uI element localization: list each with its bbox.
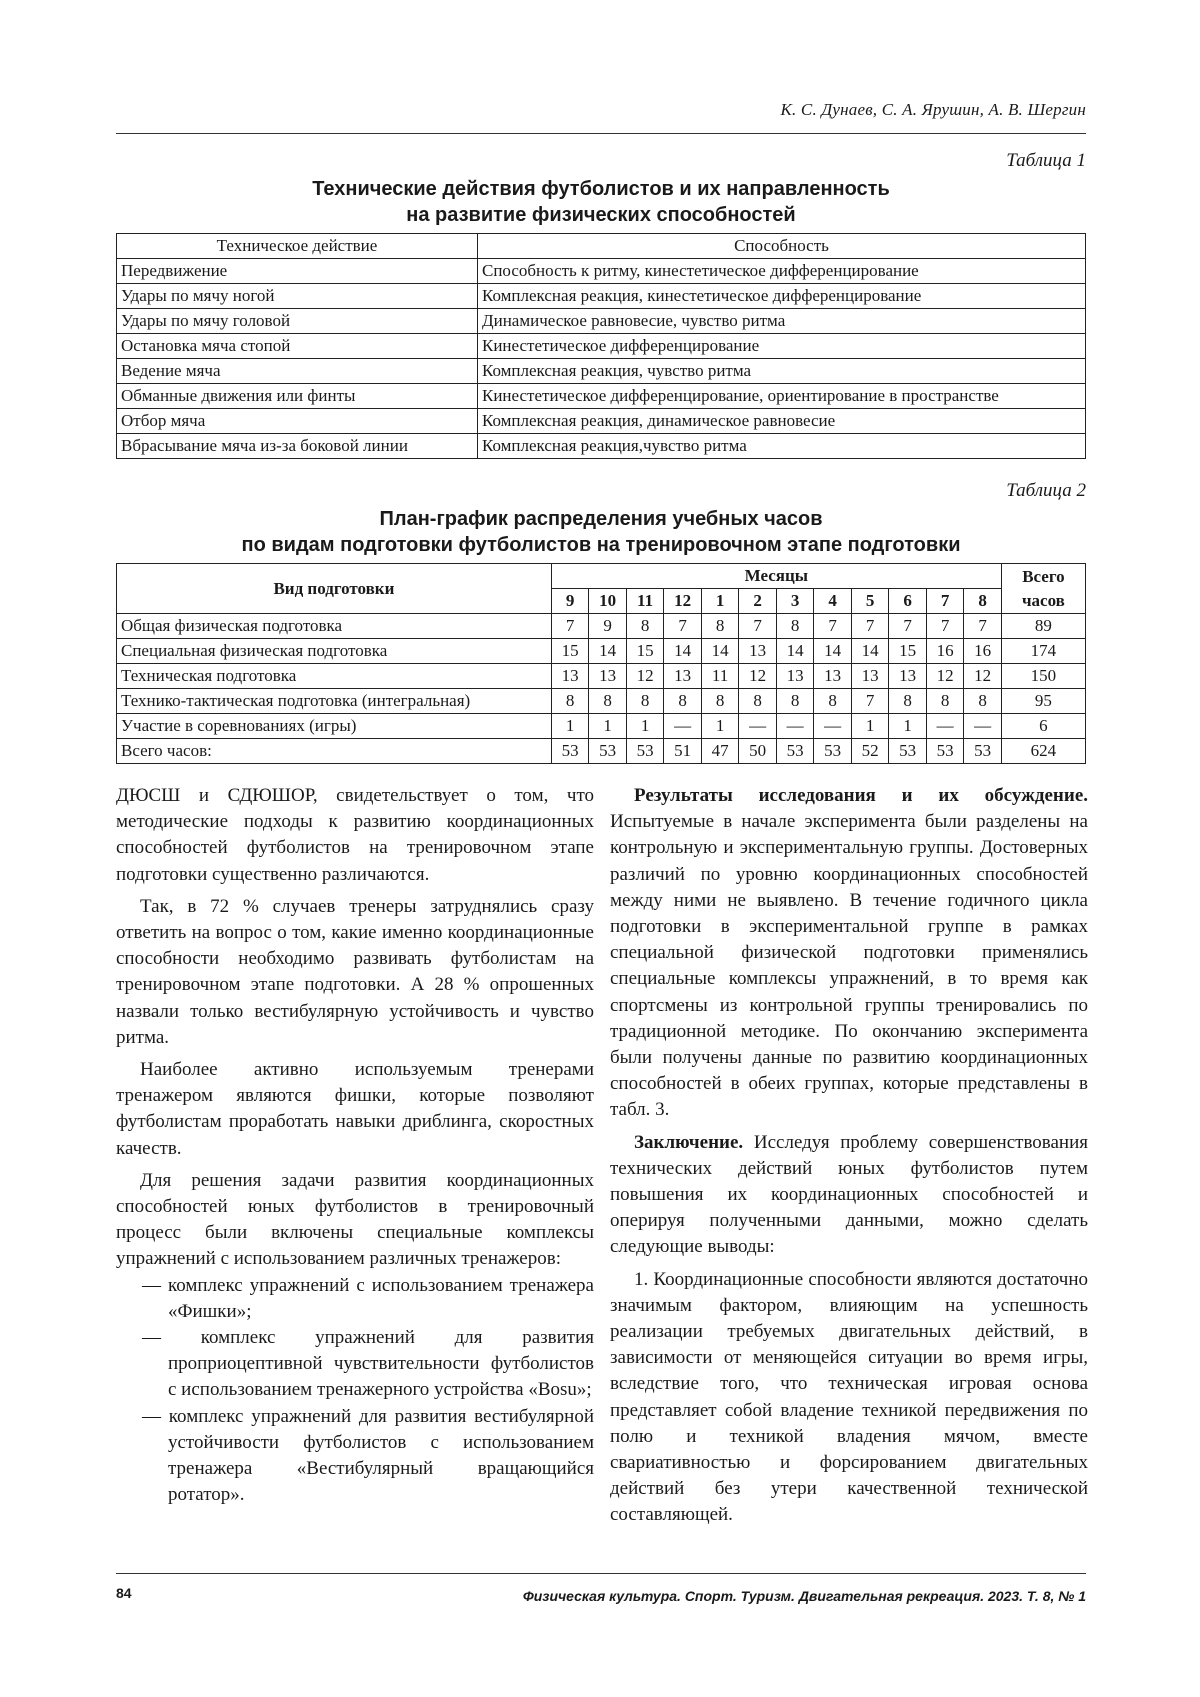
action-cell: Обманные движения или финты <box>117 384 478 409</box>
action-cell: Остановка мяча стопой <box>117 334 478 359</box>
hours-cell: 12 <box>626 664 664 689</box>
table-row <box>117 284 1086 309</box>
training-type-cell: Техническая подготовка <box>117 664 552 689</box>
hours-cell: 15 <box>626 639 664 664</box>
total-cell: 624 <box>1001 739 1085 764</box>
table-row <box>117 689 1086 714</box>
training-type-cell: Всего часов: <box>117 739 552 764</box>
hours-cell: 7 <box>664 614 702 639</box>
hours-cell: 8 <box>589 689 627 714</box>
hours-cell: 1 <box>701 714 739 739</box>
month-header: 1 <box>701 589 739 614</box>
left-column <box>116 783 594 1508</box>
hours-cell: — <box>926 714 964 739</box>
right-column <box>610 783 1088 1529</box>
hours-cell: 13 <box>776 664 814 689</box>
running-head-authors: К. С. Дунаев, С. А. Ярушин, А. В. Шергин <box>780 100 1086 119</box>
action-cell: Ведение мяча <box>117 359 478 384</box>
total-cell: 95 <box>1001 689 1085 714</box>
hours-cell: 51 <box>664 739 702 764</box>
month-header: 4 <box>814 589 852 614</box>
table1-header-row <box>117 234 1086 259</box>
table1-title <box>116 176 1086 228</box>
month-header: 11 <box>626 589 664 614</box>
table1-header-action: Техническое действие <box>117 234 478 259</box>
table2-title <box>116 506 1086 558</box>
left-paragraph-3: Наиболее активно используемым тренерами тренажером являются фишки, которые позволяют футболистам проработать навыки дриблинга, скоростных качеств. <box>116 1059 594 1159</box>
footer-rule <box>116 1573 1086 1574</box>
hours-cell: 13 <box>889 664 927 689</box>
table-row <box>117 384 1086 409</box>
page-number: 84 <box>116 1585 132 1601</box>
journal-title: Физическая культура. Спорт. Туризм. Двигательная рекреация. 2023. Т. 8, № 1 <box>522 1588 1086 1604</box>
hours-cell: 13 <box>589 664 627 689</box>
list-item: — комплекс упражнений для развития вестибулярной устойчивости футболистов с использованием тренажера «Вестибулярный вращающийся ротатор». <box>142 1405 594 1506</box>
hours-cell: 8 <box>964 689 1002 714</box>
hours-cell: 13 <box>551 664 589 689</box>
conclusion-text: Исследуя проблему совершенствования технических действий юных футболистов путем повышения их координационных способностей и оперируя полученными данными, можно сделать следующие выводы: <box>610 1131 1089 1258</box>
month-header: 8 <box>964 589 1002 614</box>
table2-label: Таблица 2 <box>1006 480 1086 501</box>
results-paragraph <box>610 783 1088 1124</box>
hours-cell: — <box>776 714 814 739</box>
total-cell: 150 <box>1001 664 1085 689</box>
hours-cell: 13 <box>851 664 889 689</box>
hours-cell: 7 <box>851 614 889 639</box>
hours-cell: 8 <box>626 614 664 639</box>
hours-cell: 7 <box>964 614 1002 639</box>
hours-cell: 8 <box>776 614 814 639</box>
ability-cell: Кинестетическое дифференцирование <box>478 334 1086 359</box>
month-header: 10 <box>589 589 627 614</box>
table-row <box>117 664 1086 689</box>
conclusion-paragraph <box>610 1130 1088 1261</box>
hours-cell: 52 <box>851 739 889 764</box>
results-heading: Результаты исследования и их обсуждение. <box>634 785 1088 806</box>
header-rule <box>116 133 1086 134</box>
table-row <box>117 309 1086 334</box>
table-row <box>117 739 1086 764</box>
hours-cell: 7 <box>739 614 777 639</box>
hours-cell: 53 <box>589 739 627 764</box>
table2-title-line1: План-график распределения учебных часов <box>379 508 823 530</box>
ability-cell: Способность к ритму, кинестетическое дифференцирование <box>478 259 1086 284</box>
month-header: 3 <box>776 589 814 614</box>
table-row <box>117 434 1086 459</box>
hours-cell: — <box>814 714 852 739</box>
month-header: 9 <box>551 589 589 614</box>
table-row <box>117 409 1086 434</box>
training-type-cell: Технико-тактическая подготовка (интегральная) <box>117 689 552 714</box>
conclusion-item-1: 1. Координационные способности являются достаточно значимым фактором, влияющим на успешность реализации требуемых двигательных действий, в зависимости от меняющейся ситуации во время игры, вследствие того, что техническая игровая основа представляет собой владение техникой передвижения по полю и техникой владения мячом, вместе свариативностью и форсированием двигательных действий без утери качественной технической составляющей. <box>610 1268 1088 1526</box>
hours-cell: — <box>739 714 777 739</box>
hours-cell: 16 <box>964 639 1002 664</box>
results-text: Испытуемые в начале эксперимента были разделены на контрольную и экспериментальную группы. Достоверных различий по уровню координационных способностей между ними не выявлено. В течение годичного цикла подготовки в экспериментальной группе в рамках специальной физической подготовки применялись специальные комплексы упражнений, в то время как спортсмены из контрольной группы тренировались по традиционной методике. По окончанию эксперимента были получены данные по развитию координационных способностей в обеих группах, которые представлены в табл. 3. <box>610 811 1088 1121</box>
hours-cell: 8 <box>776 689 814 714</box>
hours-cell: 8 <box>926 689 964 714</box>
hours-cell: 14 <box>701 639 739 664</box>
table-row <box>117 639 1086 664</box>
table2-header-type: Вид подготовки <box>117 564 552 614</box>
hours-cell: — <box>664 714 702 739</box>
hours-cell: 47 <box>701 739 739 764</box>
hours-cell: 14 <box>589 639 627 664</box>
table2-header-total: Всего часов <box>1001 564 1085 614</box>
total-cell: 89 <box>1001 614 1085 639</box>
table1 <box>116 233 1086 459</box>
table2-title-line2: по видам подготовки футболистов на тренировочном этапе подготовки <box>241 534 961 556</box>
hours-cell: 12 <box>926 664 964 689</box>
training-type-cell: Участие в соревнованиях (игры) <box>117 714 552 739</box>
action-cell: Удары по мячу головой <box>117 309 478 334</box>
table2-header-row-1 <box>117 564 1086 589</box>
hours-cell: 14 <box>664 639 702 664</box>
hours-cell: 50 <box>739 739 777 764</box>
hours-cell: 1 <box>889 714 927 739</box>
hours-cell: 53 <box>964 739 1002 764</box>
hours-cell: 14 <box>776 639 814 664</box>
table-row <box>117 359 1086 384</box>
action-cell: Вбрасывание мяча из-за боковой линии <box>117 434 478 459</box>
hours-cell: 16 <box>926 639 964 664</box>
hours-cell: 7 <box>851 689 889 714</box>
table-row <box>117 259 1086 284</box>
hours-cell: 15 <box>551 639 589 664</box>
action-cell: Отбор мяча <box>117 409 478 434</box>
hours-cell: 12 <box>964 664 1002 689</box>
total-cell: 174 <box>1001 639 1085 664</box>
table-row <box>117 614 1086 639</box>
hours-cell: 53 <box>776 739 814 764</box>
table1-label: Таблица 1 <box>1006 150 1086 171</box>
hours-cell: 15 <box>889 639 927 664</box>
table2 <box>116 563 1086 764</box>
list-item: — комплекс упражнений с использованием тренажера «Фишки»; <box>142 1274 594 1322</box>
month-header: 5 <box>851 589 889 614</box>
hours-cell: 53 <box>551 739 589 764</box>
table-row <box>117 334 1086 359</box>
hours-cell: 7 <box>551 614 589 639</box>
hours-cell: 9 <box>589 614 627 639</box>
hours-cell: 53 <box>926 739 964 764</box>
month-header: 2 <box>739 589 777 614</box>
ability-cell: Комплексная реакция, чувство ритма <box>478 359 1086 384</box>
left-paragraph-2: Так, в 72 % случаев тренеры затруднялись сразу ответить на вопрос о том, какие именно координационные способности необходимо развивать футболистам на тренировочном этапе подготовки. А 28 % опрошенных назвали только вестибулярную устойчивость и чувство ритма. <box>116 895 594 1048</box>
month-header: 12 <box>664 589 702 614</box>
training-type-cell: Общая физическая подготовка <box>117 614 552 639</box>
table1-title-line2: на развитие физических способностей <box>406 204 796 226</box>
hours-cell: 1 <box>626 714 664 739</box>
hours-cell: 8 <box>664 689 702 714</box>
month-header: 6 <box>889 589 927 614</box>
hours-cell: 53 <box>626 739 664 764</box>
hours-cell: 13 <box>664 664 702 689</box>
hours-cell: 13 <box>739 639 777 664</box>
left-paragraph-4: Для решения задачи развития координационных способностей юных футболистов в тренировочный процесс были включены специальные комплексы упражнений с использованием различных тренажеров: <box>116 1169 594 1270</box>
hours-cell: 53 <box>814 739 852 764</box>
table-row <box>117 714 1086 739</box>
training-type-cell: Специальная физическая подготовка <box>117 639 552 664</box>
hours-cell: 13 <box>814 664 852 689</box>
conclusion-heading: Заключение. <box>634 1131 744 1153</box>
hours-cell: 11 <box>701 664 739 689</box>
hours-cell: 8 <box>814 689 852 714</box>
hours-cell: 8 <box>739 689 777 714</box>
hours-cell: 8 <box>701 689 739 714</box>
hours-cell: 14 <box>814 639 852 664</box>
table2-header-months: Месяцы <box>551 564 1001 589</box>
ability-cell: Комплексная реакция,чувство ритма <box>478 434 1086 459</box>
hours-cell: — <box>964 714 1002 739</box>
hours-cell: 14 <box>851 639 889 664</box>
hours-cell: 1 <box>551 714 589 739</box>
month-header: 7 <box>926 589 964 614</box>
hours-cell: 53 <box>889 739 927 764</box>
table1-header-ability: Способность <box>478 234 1086 259</box>
hours-cell: 1 <box>589 714 627 739</box>
hours-cell: 7 <box>889 614 927 639</box>
action-cell: Передвижение <box>117 259 478 284</box>
ability-cell: Комплексная реакция, кинестетическое дифференцирование <box>478 284 1086 309</box>
hours-cell: 1 <box>851 714 889 739</box>
hours-cell: 12 <box>739 664 777 689</box>
list-item: — комплекс упражнений для развития проприоцептивной чувствительности футболистов с использованием тренажерного устройства «Bosu»; <box>142 1327 594 1401</box>
table1-title-line1: Технические действия футболистов и их направленность <box>312 178 890 200</box>
ability-cell: Кинестетическое дифференцирование, ориентирование в пространстве <box>478 384 1086 409</box>
left-paragraph-1: ДЮСШ и СДЮШОР, свидетельствует о том, что методические подходы к развитию координационных способностей футболистов на тренировочном этапе подготовки существенно различаются. <box>116 785 594 885</box>
hours-cell: 8 <box>551 689 589 714</box>
action-cell: Удары по мячу ногой <box>117 284 478 309</box>
hours-cell: 8 <box>626 689 664 714</box>
total-cell: 6 <box>1001 714 1085 739</box>
hours-cell: 8 <box>889 689 927 714</box>
hours-cell: 8 <box>701 614 739 639</box>
ability-cell: Комплексная реакция, динамическое равновесие <box>478 409 1086 434</box>
hours-cell: 7 <box>926 614 964 639</box>
ability-cell: Динамическое равновесие, чувство ритма <box>478 309 1086 334</box>
hours-cell: 7 <box>814 614 852 639</box>
